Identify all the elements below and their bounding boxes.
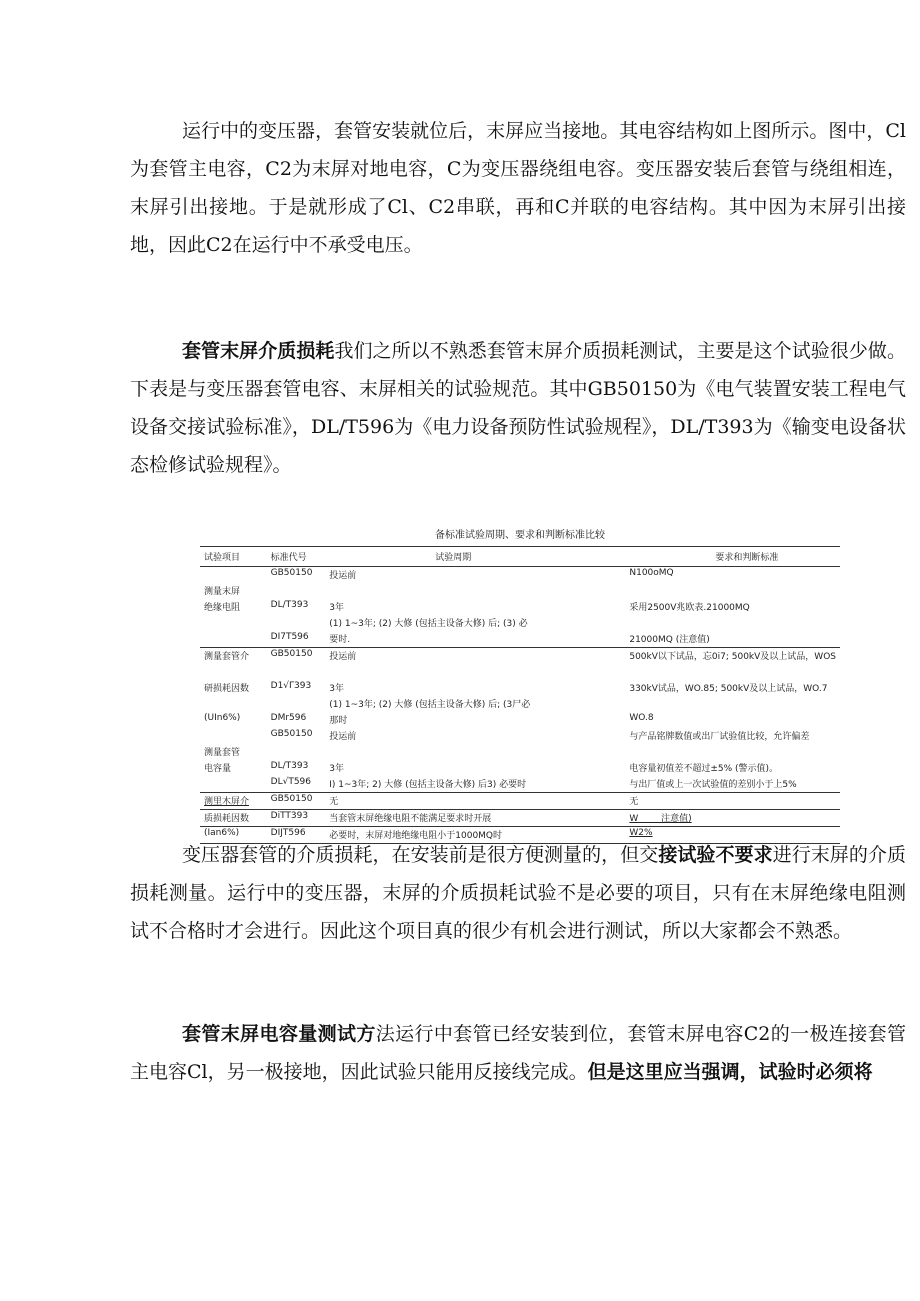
header-test-item: 试验项目 [204,553,241,563]
table-row: 测量末屏 [204,587,241,597]
emphasis-text: 但是这里应当强调，试验时必须将 [587,1061,873,1083]
table-row: 绝缘电阻 DL/T393 3年 采用2500V兆欧表.21000MQ [204,600,750,613]
paragraph-dielectric-loss-intro [130,332,906,484]
paragraph-installation-notes [130,836,906,950]
table-row: (Ian6%) DIJT596 必要时，末屏对地绝缘电阻小于1000MQ时 W2% [200,827,840,844]
emphasis-text: 接试验不要求 [658,844,773,866]
header-standard-code: 标准代号 [270,553,307,563]
table-row: DI7T596 要时. 21000MQ (注意值) [200,631,840,648]
paragraph-capacitance-structure [130,112,906,264]
table-row: DL√T596 I) 1~3年; 2) 大修 (包括主设备大修) 后3) 必要时 与出厂值或上一次试验值的差别小于上5% [200,776,840,793]
table-row: (1) 1~3年; (2) 大修 (包括主设备大修) 后; (3尸必 [329,700,531,710]
table-row: (1) 1~3年; (2) 大修 (包括主设备大修) 后; (3) 必 [329,619,528,629]
section-heading-capacitance-test: 套管末屏电容量测试方 [182,1023,376,1045]
table-row: (UIn6%) DMr596 那时 WO.8 [204,713,654,726]
table-row: 测里木屏介 GB50150 无 无 [200,793,840,810]
table-row [200,664,840,680]
paragraph-text: 进行末屏的介质损耗测量。运行中的变压器，末屏的介质损耗试验不是必要的项目，只有在末屏绝缘电阻测试不合格时才会进行。因此这个项目真的很少有机会进行测试，所以大家都会不熟悉。 [130,844,906,942]
paragraph-text: 运行中的变压器，套管安装就位后，末屏应当接地。其电容结构如上图所示。图中，Cl为套管主电容，C2为末屏对地电容，C为变压器绕组电容。变压器安装后套管与绕组相连，末屏引出接地。于是就形成了Cl、C2串联，再和C并联的电容结构。其中因为末屏引出接地，因此C2在运行中不承受电压。 [130,120,906,256]
header-criteria: 要求和判断标准 [715,553,779,563]
table-row: GB50150 投运前 与产品铭牌数值或出厂试验值比较，允许偏差 [270,729,810,742]
paragraph-text: 我们之所以不熟悉套管末屏介质损耗测试，主要是这个试验很少做。下表是与变压器套管电容、末屏相关的试验规范。其中GB50150为《电气装置安装工程电气设备交接试验标准》，DL/T596为《电力设备预防性试验规程》，DL/T393为《输变电设备状态检修试验规程》。 [130,340,906,476]
section-heading-dielectric-loss: 套管末屏介质损耗 [182,340,335,362]
table-row: GB50150 投运前 N100oMQ [270,568,674,581]
paragraph-text: 法运行中套管已经安装到位，套管末屏电容C2的一极连接套管主电容Cl，另一极接地，因此试验只能用反接线完成。 [130,1023,906,1083]
paragraph-text: 变压器套管的介质损耗，在安装前是很方便测量的，但交 [182,844,659,866]
table-row: 测量套管介 GB50150 投运前 500kV以下试品，忘0i7; 500kV及以上试品，WOS [204,649,836,662]
table-row: 研损耗因数 D1√Γ393 3年 330kV试品，WO.85; 500kV及以上试品，WO.7 [204,681,828,694]
table-caption: 备标准试验周期、要求和判断标准比较 [435,530,605,541]
table-header-row [200,547,840,567]
header-test-cycle: 试验周期 [435,553,472,563]
paragraph-capacitance-test-method [130,1015,906,1091]
table-row: 电容量 DL/T393 3年 电容量初值差不超过±5% (警示值)。 [204,761,779,774]
standards-comparison-table [200,546,840,844]
table-row: 质损耗因数 DiTT393 当套管末屏绝缘电阻不能满足要求时开展 W 注意值) [200,810,840,827]
table-row: 测量套管 [204,748,241,758]
